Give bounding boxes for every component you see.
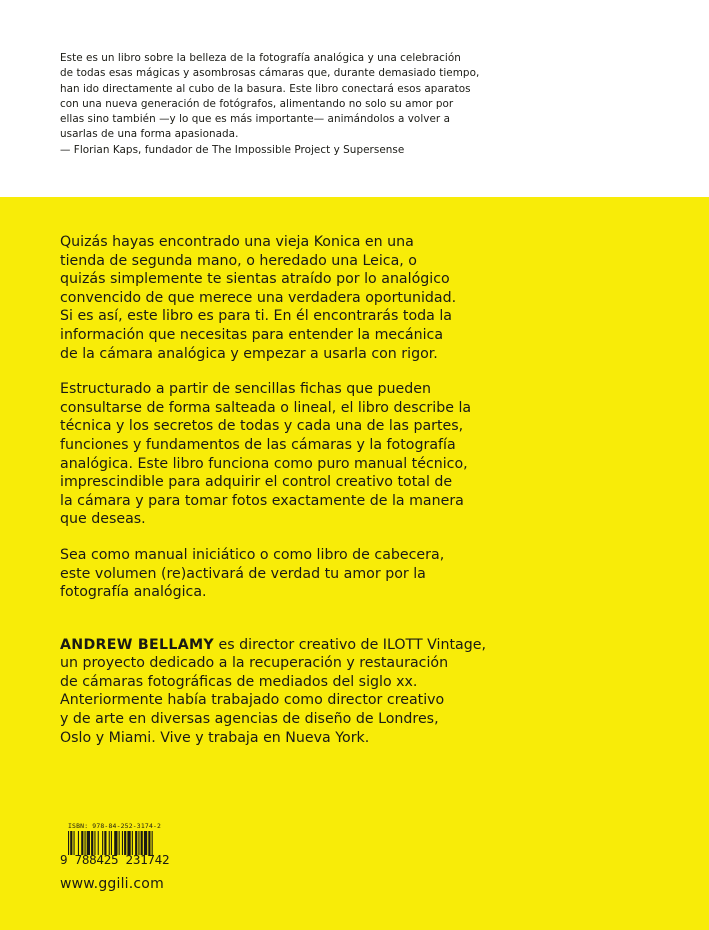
paragraph-line: técnica y los secretos de todas y cada una de las partes, xyxy=(60,418,464,435)
paragraph-line: consultarse de forma salteada o lineal, el libro describe la xyxy=(60,399,472,416)
paragraph-line: que deseas. xyxy=(60,511,146,528)
bio-line: y de arte en diversas agencias de diseño de Londres, xyxy=(60,711,439,728)
author-bio xyxy=(60,636,680,748)
bio-first-line xyxy=(60,636,680,655)
isbn-barcode xyxy=(60,822,180,872)
description-paragraph-2 xyxy=(60,380,680,529)
paragraph-line: Sea como manual iniciático o como libro de cabecera, xyxy=(60,546,445,563)
quote-line: ellas sino también —y lo que es más importante— animándolos a volver a xyxy=(60,113,450,126)
paragraph-line: tienda de segunda mano, o heredado una Leica, o xyxy=(60,252,417,269)
publisher-url[interactable]: www.ggili.com xyxy=(60,876,164,892)
paragraph-line: funciones y fundamentos de las cámaras y la fotografía xyxy=(60,436,456,453)
quote-line: de todas esas mágicas y asombrosas cámaras que, durante demasiado tiempo, xyxy=(60,67,480,80)
isbn-label: ISBN: 978-84-252-3174-2 xyxy=(68,822,162,830)
paragraph-line: información que necesitas para entender la mecánica xyxy=(60,326,444,343)
description-paragraph-3 xyxy=(60,546,680,602)
white-top-band xyxy=(0,0,709,197)
bio-line: Anteriormente había trabajado como director creativo xyxy=(60,692,445,709)
paragraph-line: la cámara y para tomar fotos exactamente de la manera xyxy=(60,492,464,509)
quote-line: con una nueva generación de fotógrafos, alimentando no solo su amor por xyxy=(60,97,454,110)
quote-line: usarlas de una forma apasionada. xyxy=(60,128,239,141)
paragraph-line: de la cámara analógica y empezar a usarla con rigor. xyxy=(60,345,438,362)
bio-line: Oslo y Miami. Vive y trabaja en Nueva York. xyxy=(60,729,370,746)
bio-line: es director creativo de ILOTT Vintage, xyxy=(214,636,486,653)
bio-line: de cámaras fotográficas de mediados del siglo xx. xyxy=(60,673,418,690)
quote-attribution: — Florian Kaps, fundador de The Impossible Project y Supersense xyxy=(60,143,405,156)
paragraph-line: quizás simplemente te sientas atraído por lo analógico xyxy=(60,271,450,288)
author-name: ANDREW BELLAMY xyxy=(60,636,214,653)
quote-line: Este es un libro sobre la belleza de la fotografía analógica y una celebración xyxy=(60,52,461,64)
paragraph-line: Quizás hayas encontrado una vieja Konica en una xyxy=(60,234,414,250)
description-paragraph-1 xyxy=(60,233,680,363)
paragraph-line: convencido de que merece una verdadera oportunidad. xyxy=(60,289,457,306)
endorsement-quote xyxy=(60,51,660,158)
paragraph-line: imprescindible para adquirir el control creativo total de xyxy=(60,474,453,491)
paragraph-line: Estructurado a partir de sencillas fichas que pueden xyxy=(60,381,431,398)
back-cover-text xyxy=(60,233,680,764)
quote-line: han ido directamente al cubo de la basura. Este libro conectará esos aparatos xyxy=(60,82,471,95)
paragraph-line: analógica. Este libro funciona como puro manual técnico, xyxy=(60,455,468,472)
paragraph-line: Si es así, este libro es para ti. En él encontrarás toda la xyxy=(60,308,452,325)
paragraph-line: fotografía analógica. xyxy=(60,584,207,601)
bio-line: un proyecto dedicado a la recuperación y restauración xyxy=(60,655,449,672)
barcode-digits: 9 788425 231742 xyxy=(60,852,170,867)
paragraph-line: este volumen (re)activará de verdad tu amor por la xyxy=(60,565,426,582)
